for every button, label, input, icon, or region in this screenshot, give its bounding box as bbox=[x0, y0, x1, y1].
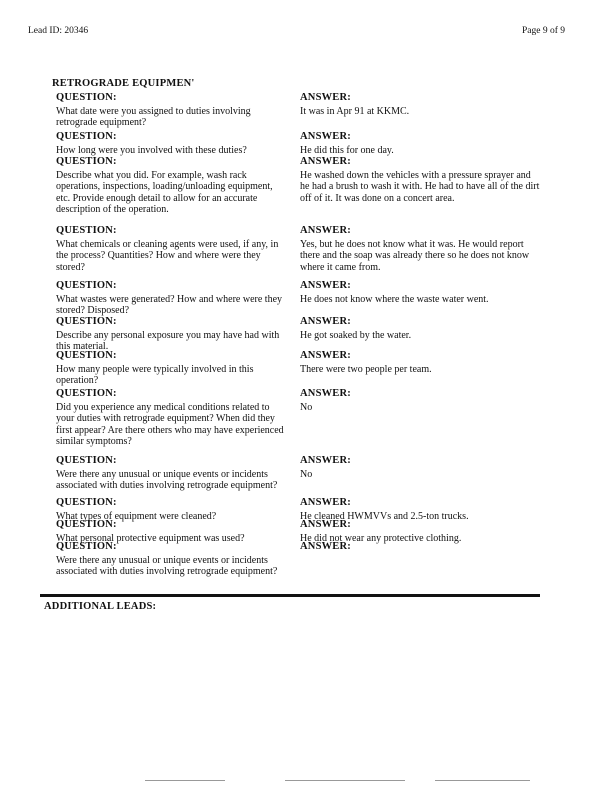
question-text: Did you experience any medical conditions related to your duties with retrograde equipment? When did they first appear? Are there others who may have experienced similar symptoms? bbox=[56, 401, 284, 448]
question-label: QUESTION: bbox=[56, 92, 117, 103]
answer-text: No bbox=[300, 401, 313, 413]
question-text: Were there any unusual or unique events or incidents associated with duties involving retrograde equipment? bbox=[56, 468, 278, 492]
question-label: QUESTION: bbox=[56, 225, 117, 236]
question-text: What personal protective equipment was used? bbox=[56, 532, 245, 544]
question-text: What chemicals or cleaning agents were used, if any, in the process? Quantities? How and where were they stored? bbox=[56, 238, 279, 273]
question-label: QUESTION: bbox=[56, 455, 117, 466]
answer-label: ANSWER: bbox=[300, 388, 351, 399]
answer-text: He washed down the vehicles with a pressure sprayer and he had a brush to wash it with. He had to have all of the dirt off of it. It was done on a concert area. bbox=[300, 169, 540, 204]
question-label: QUESTION: bbox=[56, 519, 117, 530]
question-label: QUESTION: bbox=[56, 497, 117, 508]
question-text: What date were you assigned to duties involving retrograde equipment? bbox=[56, 105, 251, 129]
question-block bbox=[56, 541, 286, 578]
answer-block bbox=[300, 280, 540, 305]
question-label: QUESTION: bbox=[56, 316, 117, 327]
question-text: Describe what you did. For example, wash rack operations, inspections, loading/unloading equipment, etc. Provide enough detail to allow for an accurate description of the operation. bbox=[56, 169, 273, 216]
question-block bbox=[56, 225, 286, 273]
answer-label: ANSWER: bbox=[300, 131, 351, 142]
answer-block bbox=[300, 92, 540, 117]
question-block bbox=[56, 316, 286, 353]
question-text: How many people were typically involved in this operation? bbox=[56, 363, 254, 387]
answer-block bbox=[300, 131, 540, 156]
answer-block bbox=[300, 316, 540, 341]
footer-line bbox=[435, 780, 530, 781]
answer-label: ANSWER: bbox=[300, 541, 351, 552]
question-label: QUESTION: bbox=[56, 541, 117, 552]
question-label: QUESTION: bbox=[56, 156, 117, 167]
question-block bbox=[56, 280, 286, 317]
question-text: Were there any unusual or unique events or incidents associated with duties involving retrograde equipment? bbox=[56, 554, 278, 578]
question-label: QUESTION: bbox=[56, 350, 117, 361]
footer-line bbox=[285, 780, 405, 781]
answer-block bbox=[300, 156, 540, 204]
answer-label: ANSWER: bbox=[300, 497, 351, 508]
answer-text: No bbox=[300, 468, 313, 480]
answer-label: ANSWER: bbox=[300, 455, 351, 466]
question-text: Describe any personal exposure you may have had with this material. bbox=[56, 329, 280, 353]
answer-block bbox=[300, 455, 540, 480]
question-block bbox=[56, 350, 286, 387]
answer-label: ANSWER: bbox=[300, 519, 351, 530]
answer-text: It was in Apr 91 at KKMC. bbox=[300, 105, 410, 117]
page-number: Page 9 of 9 bbox=[522, 26, 566, 36]
answer-label: ANSWER: bbox=[300, 156, 351, 167]
question-text: How long were you involved with these duties? bbox=[56, 144, 247, 156]
lead-id: Lead ID: 20346 bbox=[28, 26, 89, 36]
answer-text: He got soaked by the water. bbox=[300, 329, 412, 341]
question-block bbox=[56, 156, 286, 216]
answer-label: ANSWER: bbox=[300, 316, 351, 327]
answer-text: He did this for one day. bbox=[300, 144, 394, 156]
answer-text: There were two people per team. bbox=[300, 363, 432, 375]
question-label: QUESTION: bbox=[56, 280, 117, 291]
answer-text: Yes, but he does not know what it was. He would report there and the soap was already there so he does not know where it came from. bbox=[300, 238, 530, 273]
answer-block bbox=[300, 388, 540, 413]
answer-block bbox=[300, 541, 540, 555]
footer-line bbox=[145, 780, 225, 781]
answer-text: He did not wear any protective clothing. bbox=[300, 532, 462, 544]
question-block bbox=[56, 92, 286, 129]
answer-text: He cleaned HWMVVs and 2.5-ton trucks. bbox=[300, 510, 469, 522]
answer-label: ANSWER: bbox=[300, 280, 351, 291]
question-block bbox=[56, 455, 286, 492]
answer-block bbox=[300, 225, 540, 273]
question-block bbox=[56, 388, 286, 448]
section-title: RETROGRADE EQUIPMEN' bbox=[52, 78, 195, 89]
question-label: QUESTION: bbox=[56, 131, 117, 142]
question-block bbox=[56, 131, 286, 156]
answer-label: ANSWER: bbox=[300, 225, 351, 236]
answer-text: He does not know where the waste water went. bbox=[300, 293, 489, 305]
question-label: QUESTION: bbox=[56, 388, 117, 399]
question-text: What wastes were generated? How and where were they stored? Disposed? bbox=[56, 293, 283, 317]
question-text: What types of equipment were cleaned? bbox=[56, 510, 217, 522]
answer-block bbox=[300, 350, 540, 375]
answer-label: ANSWER: bbox=[300, 92, 351, 103]
divider bbox=[40, 594, 540, 597]
additional-leads-heading: ADDITIONAL LEADS: bbox=[44, 601, 157, 612]
answer-label: ANSWER: bbox=[300, 350, 351, 361]
